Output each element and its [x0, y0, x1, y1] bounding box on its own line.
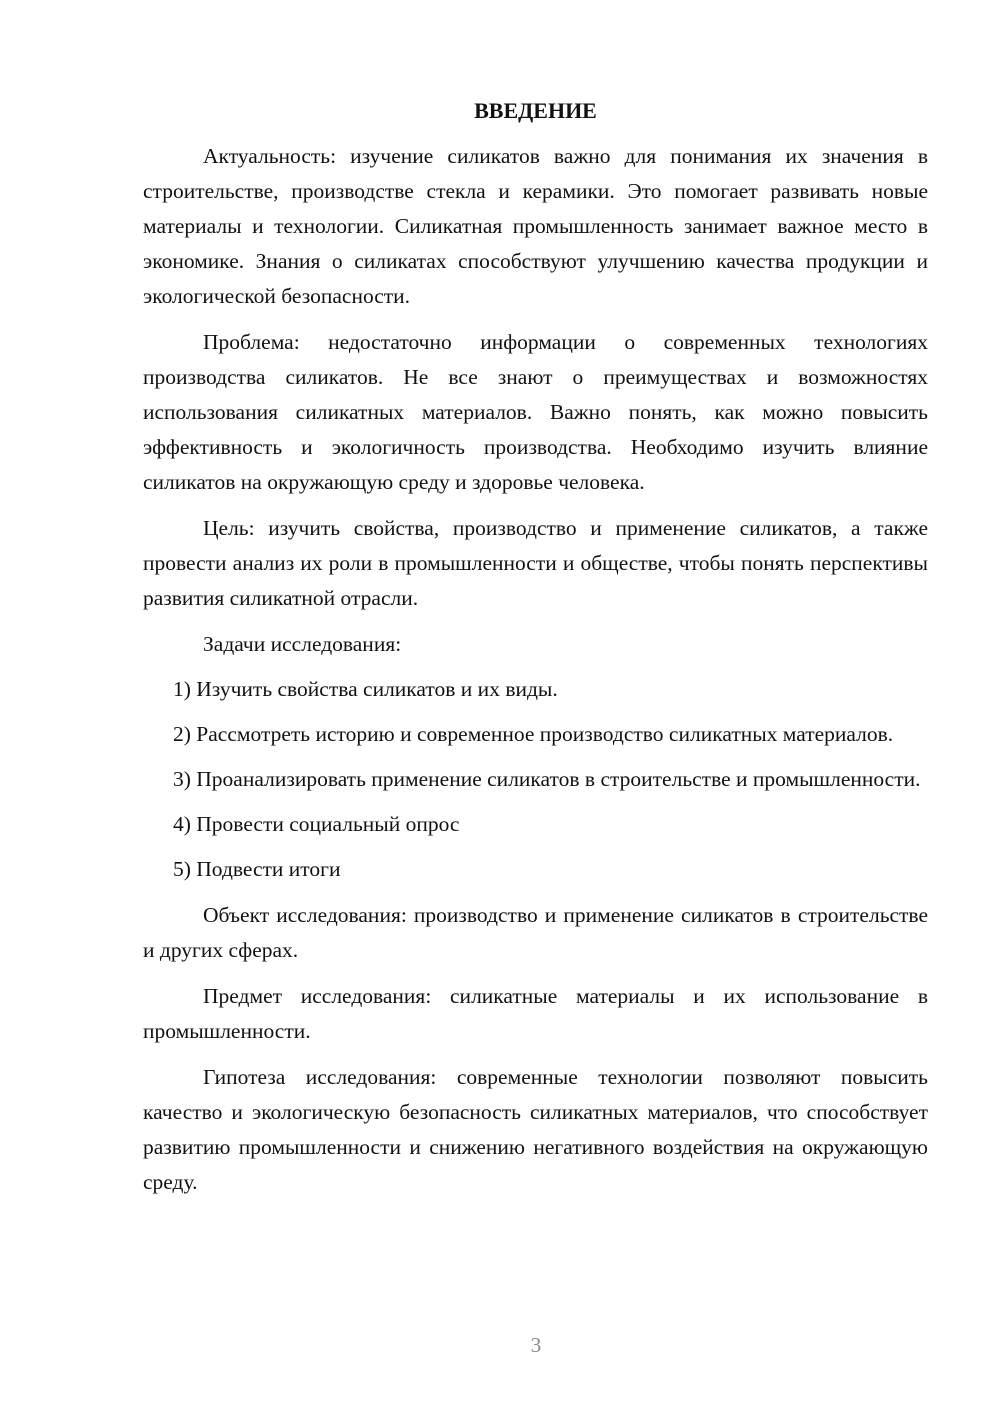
- task-item-4: 4) Провести социальный опрос: [173, 812, 460, 836]
- relevance-paragraph: Актуальность: изучение силикатов важно для понимания их значения в строительстве, производстве стекла и керамики. Это помогает развивать новые материалы и технологии. Силикатная промышленность занимает важное место в экономике. Знания о силикатах способствуют улучшению качества продукции и экологической безопасности.: [143, 144, 928, 308]
- task-item-1: 1) Изучить свойства силикатов и их виды.: [173, 677, 558, 701]
- goal-paragraph: Цель: изучить свойства, производство и применение силикатов, а также провести анализ их роли в промышленности и обществе, чтобы понять перспективы развития силикатной отрасли.: [143, 516, 928, 610]
- tasks-heading: Задачи исследования:: [203, 632, 402, 656]
- task-item-5: 5) Подвести итоги: [173, 857, 341, 881]
- page-number: 3: [530, 1333, 542, 1357]
- task-item-3: 3) Проанализировать применение силикатов в строительстве и промышленности.: [173, 767, 921, 791]
- task-item-2: 2) Рассмотреть историю и современное производство силикатных материалов.: [173, 722, 894, 746]
- section-title: ВВЕДЕНИЕ: [474, 98, 597, 123]
- problem-paragraph: Проблема: недостаточно информации о современных технологиях производства силикатов. Не все знают о преимуществах и возможностях использования силикатных материалов. Важно понять, как можно повысить эффективность и экологичность производства. Необходимо изучить влияние силикатов на окружающую среду и здоровье человека.: [143, 330, 928, 494]
- document-page: [143, 95, 928, 1200]
- subject-paragraph: Предмет исследования: силикатные материалы и их использование в промышленности.: [143, 984, 928, 1043]
- hypothesis-paragraph: Гипотеза исследования: современные технологии позволяют повысить качество и экологическую безопасность силикатных материалов, что способствует развитию промышленности и снижению негативного воздействия на окружающую среду.: [143, 1065, 928, 1194]
- object-paragraph: Объект исследования: производство и применение силикатов в строительстве и других сферах.: [143, 903, 928, 962]
